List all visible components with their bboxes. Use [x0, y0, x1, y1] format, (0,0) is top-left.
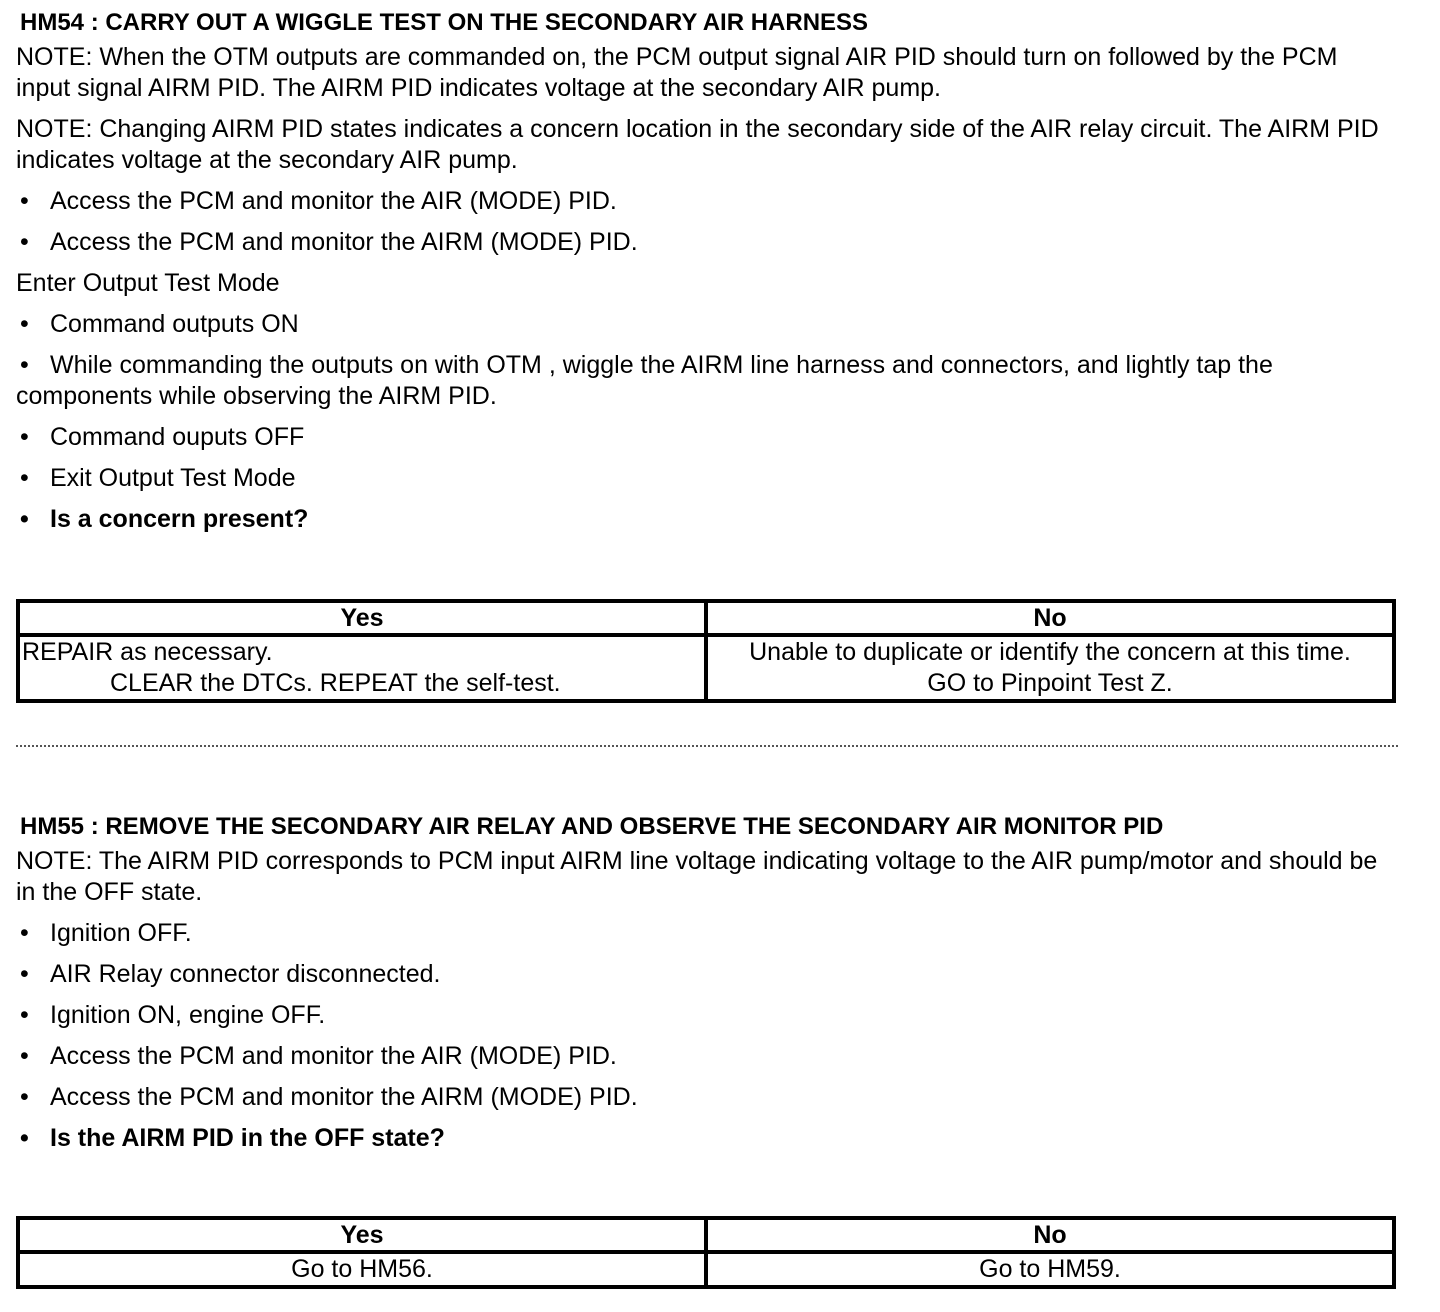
- hm55-step-5-text: Access the PCM and monitor the AIRM (MODE) PID.: [50, 1083, 638, 1111]
- hm54-question-text: Is a concern present?: [50, 505, 309, 533]
- hm54-enter-otm: Enter Output Test Mode: [16, 269, 280, 297]
- bullet-icon: •: [20, 464, 29, 492]
- hm55-step-2-text: AIR Relay connector disconnected.: [50, 960, 441, 988]
- hm55-note-1: NOTE: The AIRM PID corresponds to PCM input AIRM line voltage indicating voltage to the AIR pump/motor and should be in the OFF state.: [16, 847, 1378, 906]
- yes-line-2: CLEAR the DTCs. REPEAT the self-test.: [110, 669, 561, 697]
- no-line-2: GO to Pinpoint Test Z.: [927, 669, 1173, 697]
- hm54-step-4: [16, 350, 1396, 412]
- bullet-icon: •: [20, 505, 29, 533]
- hm55-question: [16, 1123, 1396, 1154]
- bullet-icon: •: [20, 1083, 29, 1111]
- hm55-section: [16, 812, 1396, 1164]
- hm54-title: HM54 : CARRY OUT A WIGGLE TEST ON THE SECONDARY AIR HARNESS: [20, 9, 869, 36]
- no-header: No: [706, 601, 1394, 635]
- hm54-step-1-text: Access the PCM and monitor the AIR (MODE) PID.: [50, 187, 617, 215]
- hm55-step-2: [16, 959, 1396, 990]
- hm55-step-1: [16, 918, 1396, 949]
- hm54-note-2: NOTE: Changing AIRM PID states indicates a concern location in the secondary side of the AIR relay circuit. The AIRM PID indicates voltage at the secondary AIR pump.: [16, 115, 1379, 174]
- hm54-step-6: [16, 463, 1396, 494]
- hm54-question: [16, 504, 1396, 535]
- hm54-step-5-text: Command ouputs OFF: [50, 423, 305, 451]
- hm55-step-3-text: Ignition ON, engine OFF.: [50, 1001, 326, 1029]
- bullet-icon: •: [20, 1042, 29, 1070]
- no-header: No: [706, 1218, 1394, 1252]
- no-line-1: Unable to duplicate or identify the concern at this time.: [749, 638, 1351, 666]
- yes-header: Yes: [18, 601, 706, 635]
- bullet-icon: •: [20, 228, 29, 256]
- hm54-step-3-text: Command outputs ON: [50, 310, 299, 338]
- yes-cell: Go to HM56.: [18, 1252, 706, 1287]
- hm54-step-2: [16, 227, 1396, 258]
- table-header-row: [18, 1218, 1394, 1252]
- hm55-step-1-text: Ignition OFF.: [50, 919, 192, 947]
- bullet-icon: •: [20, 351, 29, 379]
- hm54-step-4-text: While commanding the outputs on with OTM , wiggle the AIRM line harness and connectors, and lightly tap the components while observing the AIRM PID.: [16, 351, 1273, 410]
- hm55-step-4: [16, 1041, 1396, 1072]
- hm54-section: [16, 8, 1396, 545]
- yes-cell: [18, 635, 706, 701]
- hm55-result-table: [16, 1216, 1396, 1289]
- bullet-icon: •: [20, 1001, 29, 1029]
- bullet-icon: •: [20, 310, 29, 338]
- no-cell: [706, 635, 1394, 701]
- table-row: [18, 635, 1394, 701]
- bullet-icon: •: [20, 187, 29, 215]
- hm55-step-5: [16, 1082, 1396, 1113]
- hm54-step-6-text: Exit Output Test Mode: [50, 464, 296, 492]
- bullet-icon: •: [20, 919, 29, 947]
- hm55-step-3: [16, 1000, 1396, 1031]
- hm54-step-1: [16, 186, 1396, 217]
- table-row: [18, 1252, 1394, 1287]
- yes-header: Yes: [18, 1218, 706, 1252]
- hm55-title: HM55 : REMOVE THE SECONDARY AIR RELAY AND OBSERVE THE SECONDARY AIR MONITOR PID: [20, 813, 1164, 840]
- hm55-step-4-text: Access the PCM and monitor the AIR (MODE) PID.: [50, 1042, 617, 1070]
- table-header-row: [18, 601, 1394, 635]
- hm55-question-text: Is the AIRM PID in the OFF state?: [50, 1124, 445, 1152]
- hm54-step-2-text: Access the PCM and monitor the AIRM (MODE) PID.: [50, 228, 638, 256]
- yes-line-1: REPAIR as necessary.: [22, 638, 273, 666]
- hm54-step-3: [16, 309, 1396, 340]
- bullet-icon: •: [20, 1124, 29, 1152]
- hm54-note-1: NOTE: When the OTM outputs are commanded on, the PCM output signal AIR PID should turn on followed by the PCM input signal AIRM PID. The AIRM PID indicates voltage at the secondary AIR pump.: [16, 43, 1338, 102]
- hm54-result-table: [16, 599, 1396, 703]
- bullet-icon: •: [20, 960, 29, 988]
- no-cell: Go to HM59.: [706, 1252, 1394, 1287]
- bullet-icon: •: [20, 423, 29, 451]
- hm54-step-5: [16, 422, 1396, 453]
- section-divider: [16, 745, 1398, 747]
